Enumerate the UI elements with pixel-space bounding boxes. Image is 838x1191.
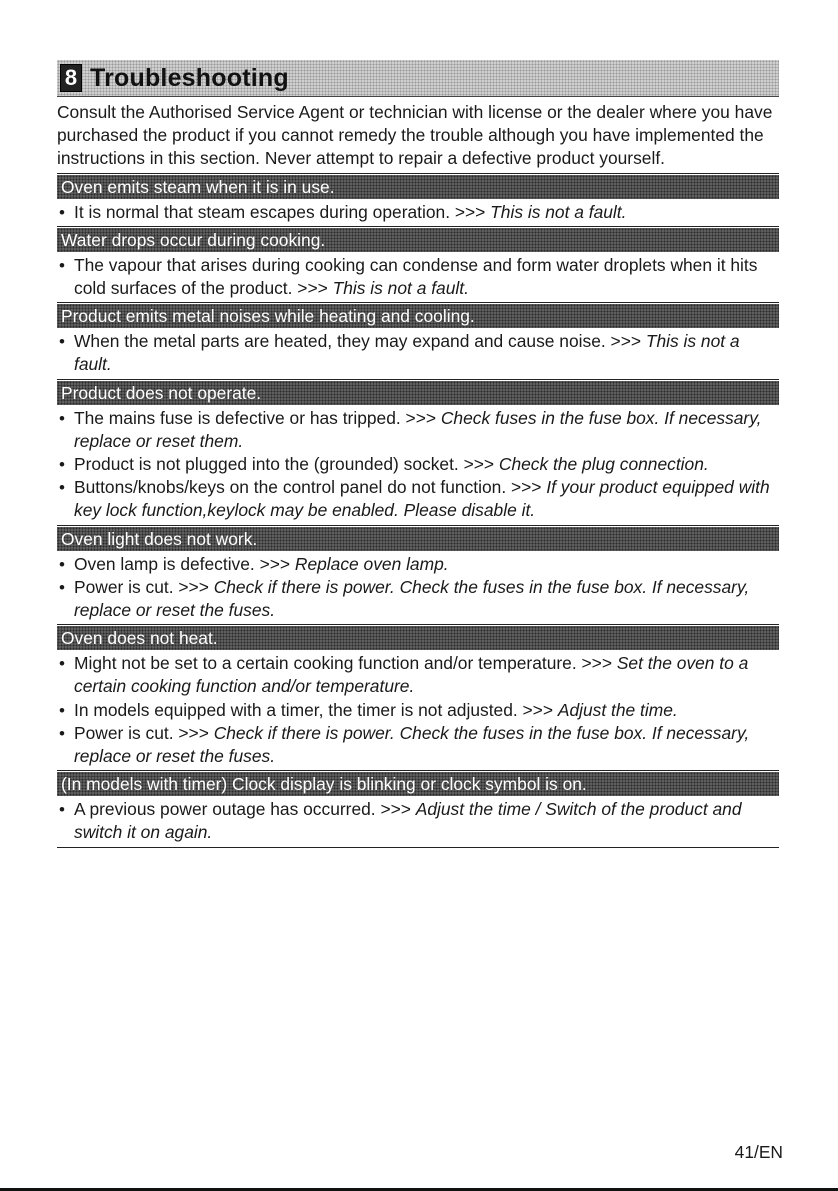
cause-text: The mains fuse is defective or has tripped. >>>	[74, 407, 441, 428]
remedy-text: This is not a fault.	[332, 278, 469, 299]
intro-paragraph: Consult the Authorised Service Agent or technician with license or the dealer where you have purchased the product if you cannot remedy the trouble although you have implemented the instructions in this section. Never attempt to repair a defective product yourself.	[57, 102, 773, 169]
cause-list	[57, 553, 779, 623]
cause-item	[57, 407, 779, 453]
troubleshooting-section	[57, 772, 779, 847]
cause-text: When the metal parts are heated, they may expand and cause noise. >>>	[74, 331, 646, 352]
problem-heading: Water drops occur during cooking.	[57, 228, 779, 252]
troubleshooting-section	[57, 228, 779, 303]
cause-list	[57, 254, 779, 300]
cause-list	[57, 798, 779, 844]
troubleshooting-section	[57, 175, 779, 227]
cause-text: The vapour that arises during cooking can condense and form water droplets when it hits cold surfaces of the product. >>>	[74, 254, 758, 299]
remedy-text: Adjust the time.	[557, 699, 678, 720]
problem-heading: (In models with timer) Clock display is blinking or clock symbol is on.	[57, 772, 779, 796]
troubleshooting-page	[57, 60, 779, 848]
problem-heading: Oven light does not work.	[57, 527, 779, 551]
chapter-title-bar	[57, 60, 779, 97]
cause-text: It is normal that steam escapes during operation. >>>	[74, 201, 491, 222]
cause-list	[57, 330, 779, 376]
cause-item	[57, 330, 779, 376]
cause-list	[57, 201, 779, 224]
remedy-text: Adjust the time / Switch of the product and switch it on again.	[74, 799, 742, 843]
cause-list	[57, 652, 779, 768]
cause-item	[57, 722, 779, 768]
remedy-text: Replace oven lamp.	[294, 553, 449, 574]
cause-item	[57, 652, 779, 698]
cause-text: Oven lamp is defective. >>>	[74, 553, 295, 574]
problem-heading: Product emits metal noises while heating and cooling.	[57, 304, 779, 328]
intro-block	[57, 101, 779, 174]
remedy-text: If your product equipped with key lock function,keylock may be enabled. Please disable it.	[74, 477, 770, 521]
cause-item	[57, 798, 779, 844]
cause-text: Might not be set to a certain cooking function and/or temperature. >>>	[74, 653, 617, 674]
chapter-number-badge: 8	[60, 64, 82, 92]
problem-heading: Oven does not heat.	[57, 626, 779, 650]
cause-text: Buttons/knobs/keys on the control panel do not function. >>>	[74, 477, 547, 498]
cause-item	[57, 699, 779, 722]
cause-item	[57, 553, 779, 576]
cause-item	[57, 453, 779, 476]
problem-heading: Oven emits steam when it is in use.	[57, 175, 779, 199]
troubleshooting-section	[57, 626, 779, 771]
cause-item	[57, 254, 779, 300]
troubleshooting-section	[57, 304, 779, 379]
cause-text: Power is cut. >>>	[74, 722, 214, 743]
remedy-text: This is not a fault.	[490, 201, 627, 222]
remedy-text: Set the oven to a certain cooking function and/or temperature.	[74, 653, 749, 697]
cause-text: In models equipped with a timer, the timer is not adjusted. >>>	[74, 699, 558, 720]
remedy-text: Check if there is power. Check the fuses in the fuse box. If necessary, replace or reset the fuses.	[74, 722, 750, 767]
cause-item	[57, 476, 779, 522]
cause-text: Power is cut. >>>	[74, 576, 214, 597]
remedy-text: Check fuses in the fuse box. If necessary, replace or reset them.	[74, 407, 762, 451]
troubleshooting-sections	[57, 175, 779, 848]
cause-text: A previous power outage has occurred. >>>	[74, 799, 416, 820]
cause-list	[57, 407, 779, 523]
remedy-text: Check the plug connection.	[498, 454, 709, 475]
troubleshooting-section	[57, 381, 779, 526]
remedy-text: Check if there is power. Check the fuses in the fuse box. If necessary, replace or reset the fuses.	[74, 576, 750, 621]
cause-item	[57, 201, 779, 224]
problem-heading: Product does not operate.	[57, 381, 779, 405]
cause-item	[57, 576, 779, 622]
troubleshooting-section	[57, 527, 779, 626]
cause-text: Product is not plugged into the (grounded) socket. >>>	[74, 454, 499, 475]
chapter-title: Troubleshooting	[90, 63, 289, 92]
page-number: 41/EN	[734, 1142, 783, 1162]
remedy-text: This is not a fault.	[74, 331, 740, 375]
